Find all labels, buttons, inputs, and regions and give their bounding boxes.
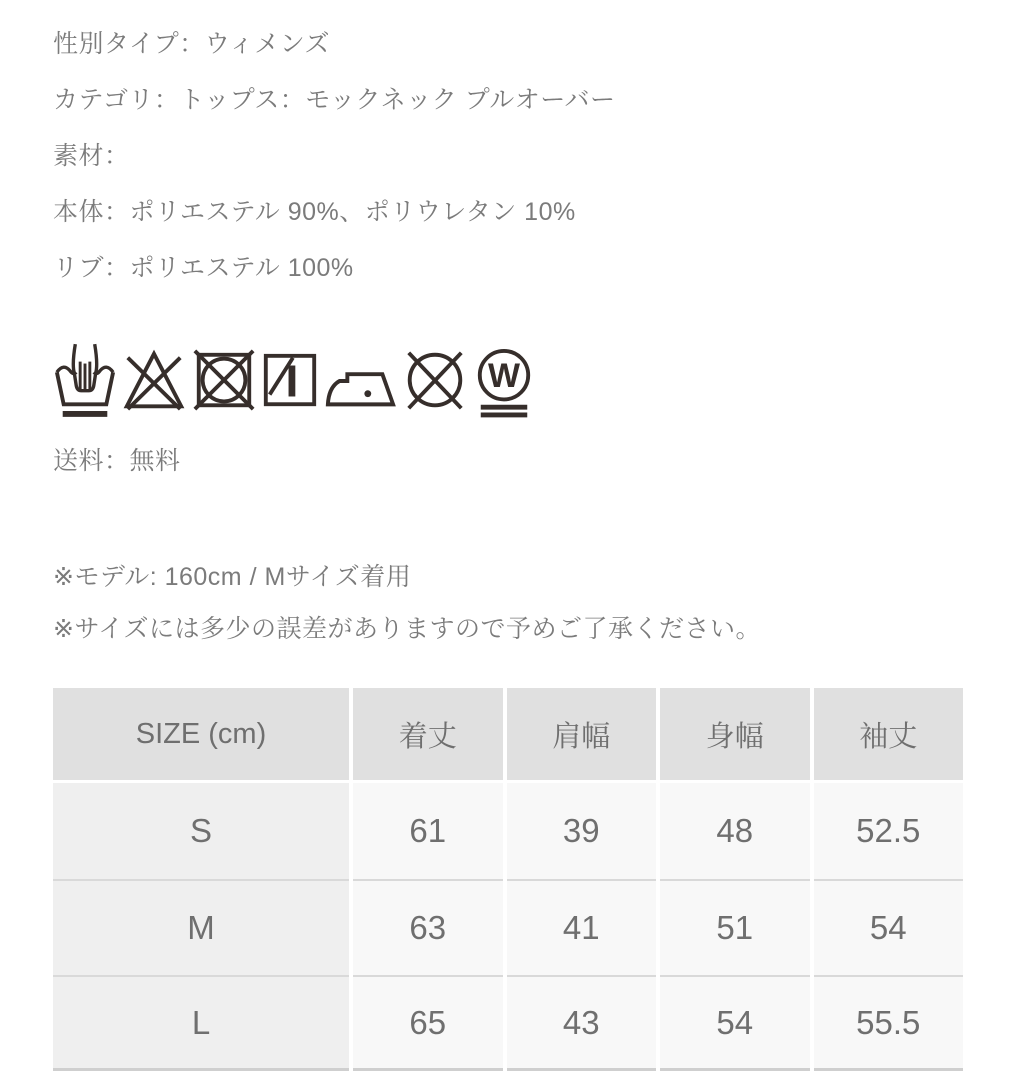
header-shoulder: 肩幅 <box>507 688 657 780</box>
header-width: 身幅 <box>660 688 810 780</box>
do-not-tumble-dry-icon <box>191 342 257 420</box>
hand-wash-icon <box>53 342 117 420</box>
cell-value: 54 <box>814 879 964 975</box>
cell-value: 65 <box>353 975 503 1071</box>
cell-value: 48 <box>660 783 810 879</box>
product-info <box>53 16 963 296</box>
do-not-dry-clean-icon <box>400 342 470 420</box>
size-notes <box>53 551 963 655</box>
row-size-label: L <box>53 975 349 1071</box>
cell-value: 63 <box>353 879 503 975</box>
category-line: カテゴリ：トップス：モックネック プルオーバー <box>53 86 616 114</box>
table-row <box>53 783 963 879</box>
wet-clean-letter: W <box>488 356 520 395</box>
do-not-bleach-icon <box>120 342 188 420</box>
hang-dry-in-shade-icon <box>260 342 320 420</box>
gender-type-line: 性別タイプ：ウィメンズ <box>53 30 331 58</box>
wet-clean-very-gentle-icon <box>473 342 535 420</box>
cell-value: 51 <box>660 879 810 975</box>
size-chart-header-row <box>53 688 963 780</box>
table-row <box>53 879 963 975</box>
shipping-line: 送料：無料 <box>53 447 181 475</box>
cell-value: 54 <box>660 975 810 1071</box>
row-size-label: M <box>53 879 349 975</box>
model-note: ※モデル: 160cm / Mサイズ着用 <box>53 563 412 591</box>
size-chart-table <box>53 688 963 1071</box>
care-symbols-row <box>53 342 963 420</box>
header-size: SIZE (cm) <box>53 688 349 780</box>
cell-value: 55.5 <box>814 975 964 1071</box>
cell-value: 52.5 <box>814 783 964 879</box>
material-rib-line: リブ：ポリエステル 100% <box>53 254 354 282</box>
cell-value: 41 <box>507 879 657 975</box>
table-row <box>53 975 963 1071</box>
cell-value: 39 <box>507 783 657 879</box>
tolerance-note: ※サイズには多少の誤差がありますので予めご了承ください。 <box>53 615 761 643</box>
cell-value: 61 <box>353 783 503 879</box>
iron-low-heat-icon <box>323 342 397 420</box>
material-body-line: 本体：ポリエステル 90%、ポリウレタン 10% <box>53 198 576 226</box>
material-label: 素材： <box>53 142 130 170</box>
cell-value: 43 <box>507 975 657 1071</box>
header-length: 着丈 <box>353 688 503 780</box>
row-size-label: S <box>53 783 349 879</box>
header-sleeve: 袖丈 <box>814 688 964 780</box>
